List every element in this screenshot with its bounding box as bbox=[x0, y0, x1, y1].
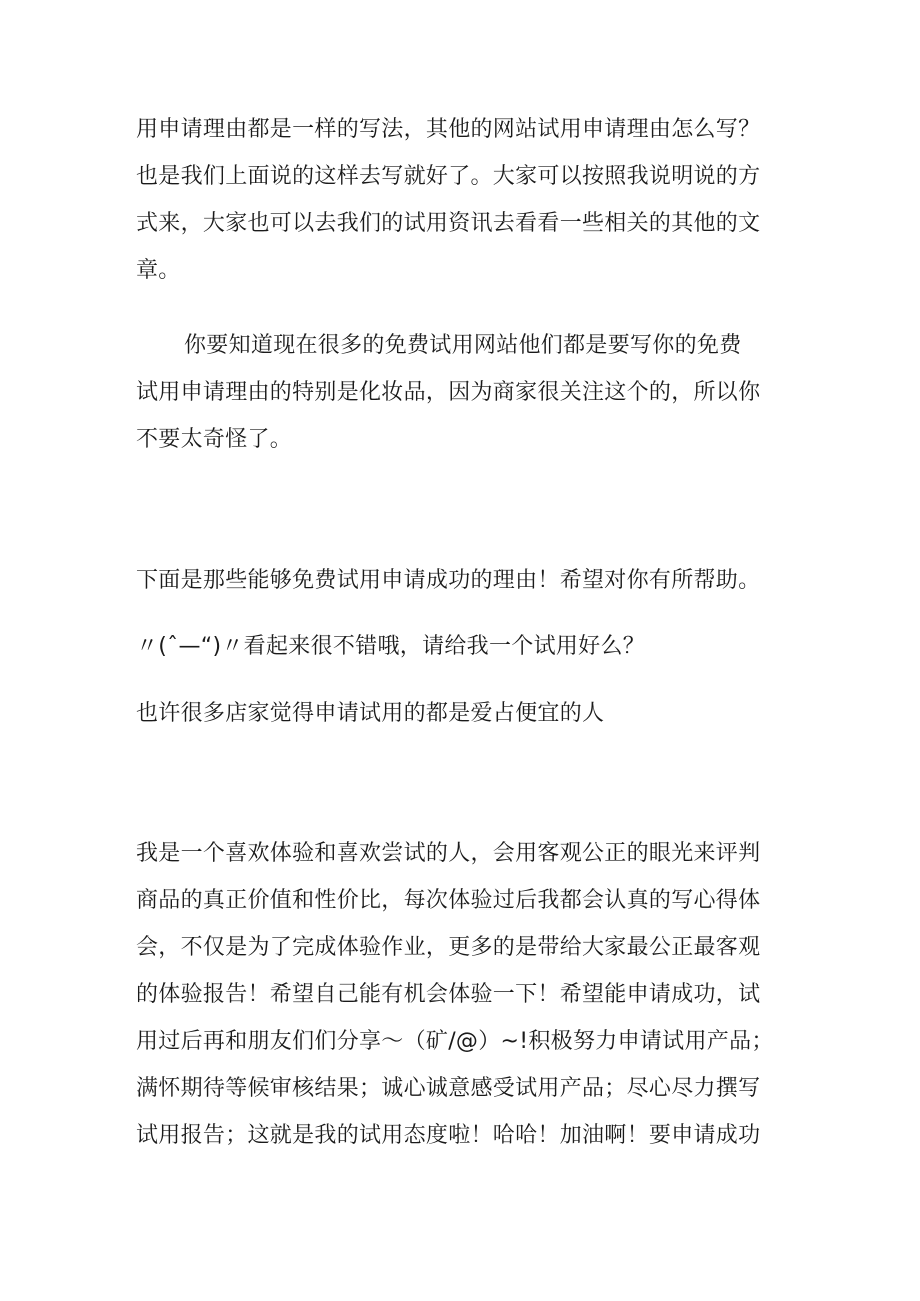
paragraph-3-line-5: 用过后再和朋友们们分享～（矿/@）~!积极努力申请试用产品； bbox=[136, 1029, 774, 1054]
paragraph-3-line-7: 试用报告；这就是我的试用态度啦！哈哈！加油啊！要申请成功 bbox=[136, 1123, 761, 1148]
paragraph-1-line-1: 用申请理由都是一样的写法，其他的网站试用申请理由怎么写？ bbox=[136, 117, 761, 142]
shop-line: 也许很多店家觉得申请试用的都是爱占便宜的人 bbox=[136, 701, 605, 726]
reasons-intro-line: 下面是那些能够免费试用申请成功的理由！希望对你有所帮助。 bbox=[136, 568, 761, 593]
paragraph-2-line-1: 你要知道现在很多的免费试用网站他们都是要写你的免费 bbox=[184, 333, 742, 358]
paragraph-1-line-2: 也是我们上面说的这样去写就好了。大家可以按照我说明说的方 bbox=[136, 164, 761, 189]
paragraph-3-line-6: 满怀期待等候审核结果；诚心诚意感受试用产品；尽心尽力撰写 bbox=[136, 1076, 761, 1101]
paragraph-3-line-1: 我是一个喜欢体验和喜欢尝试的人，会用客观公正的眼光来评判 bbox=[136, 841, 761, 866]
paragraph-3-line-4: 的体验报告！希望自己能有机会体验一下！希望能申请成功，试 bbox=[136, 982, 761, 1007]
paragraph-2-line-3: 不要太奇怪了。 bbox=[136, 427, 293, 452]
paragraph-1-line-3: 式来，大家也可以去我们的试用资讯去看看一些相关的其他的文 bbox=[136, 211, 761, 236]
emoticon-line: 〃(ˆ—“)〃看起来很不错哦，请给我一个试用好么？ bbox=[136, 634, 646, 659]
paragraph-1-line-4: 章。 bbox=[136, 258, 181, 283]
paragraph-3-line-3: 会，不仅是为了完成体验作业，更多的是带给大家最公正最客观 bbox=[136, 935, 761, 960]
paragraph-2-line-2: 试用申请理由的特别是化妆品，因为商家很关注这个的，所以你 bbox=[136, 380, 761, 405]
paragraph-3-line-2: 商品的真正价值和性价比，每次体验过后我都会认真的写心得体 bbox=[136, 888, 761, 913]
